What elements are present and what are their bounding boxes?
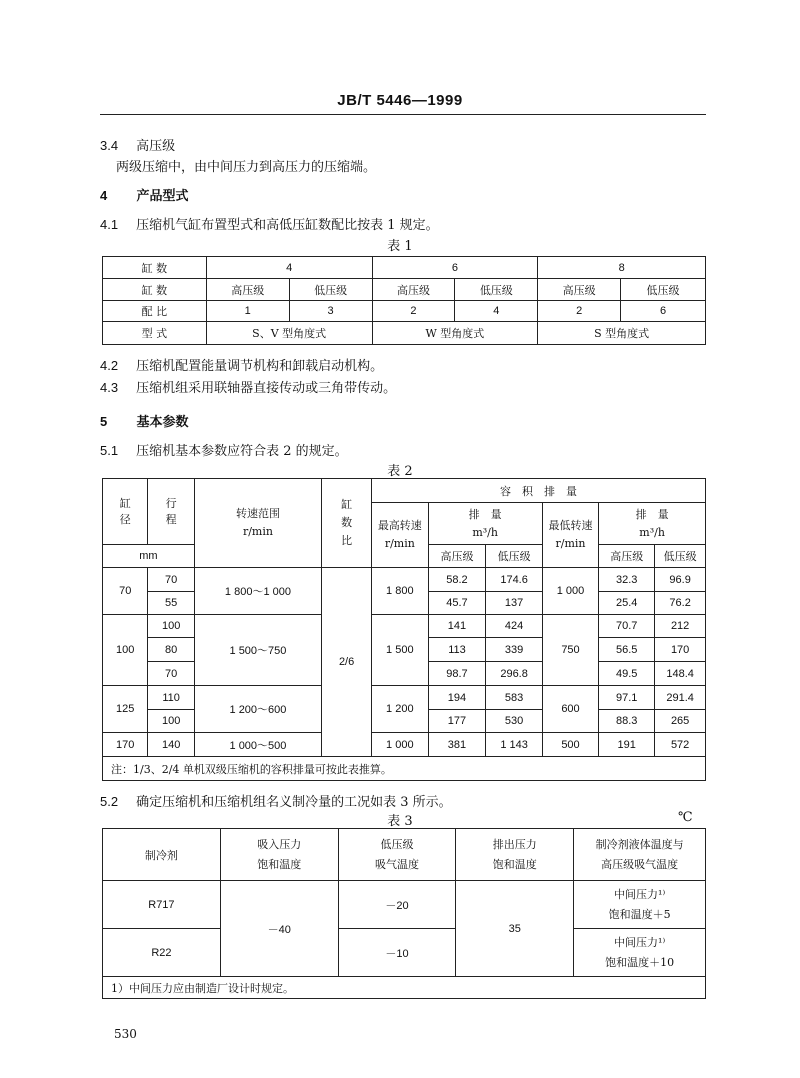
displacement-header: 容 积 排 量 [372, 479, 706, 503]
high-stage-label: 高压级 [538, 279, 621, 301]
min-low-cell: 170 [655, 638, 706, 662]
max-high-cell: 177 [428, 710, 486, 733]
min-speed-label: 最低转速 [548, 519, 593, 532]
section-4-2 [100, 355, 383, 374]
min-low-cell: 76.2 [655, 592, 706, 615]
max-low-cell: 296.8 [486, 662, 542, 686]
min-low-cell: 291.4 [655, 686, 706, 710]
page-number: 530 [114, 1027, 137, 1041]
section-text: 压缩机配置能量调节机构和卸载启动机构。 [136, 359, 384, 374]
max-low-cell: 1 143 [486, 733, 542, 757]
max-speed-header [372, 503, 428, 568]
min-low-cell: 212 [655, 615, 706, 638]
max-low-cell: 530 [486, 710, 542, 733]
table1-caption: 表 1 [387, 239, 413, 254]
ratio-value: 1 [206, 301, 289, 322]
stroke-cell: 100 [148, 615, 194, 638]
table2-note-row [103, 757, 706, 781]
section-number: 3.4 [100, 138, 119, 153]
table3-unit: ℃ [678, 810, 693, 825]
table-row [103, 929, 706, 977]
table-3 [102, 828, 706, 999]
displacement-unit: m³/h [639, 525, 665, 539]
min-high-cell: 70.7 [599, 615, 655, 638]
section-5-2 [100, 791, 452, 810]
refrigerant-cell: R717 [103, 881, 221, 929]
stroke-cell: 55 [148, 592, 194, 615]
stroke-cell: 100 [148, 710, 194, 733]
table1-row-type [103, 322, 706, 345]
section-number: 5.1 [100, 443, 119, 458]
displacement-label: 排 量 [635, 507, 669, 521]
low-stage-cell: －20 [338, 881, 456, 929]
high-stage-label: 高压级 [372, 279, 455, 301]
section-number: 5 [100, 414, 108, 429]
section-text: 压缩机基本参数应符合表 2 的规定。 [136, 444, 348, 459]
max-low-cell: 339 [486, 638, 542, 662]
max-speed-cell: 1 800 [372, 568, 428, 615]
low-stage-label: 低压级 [289, 279, 372, 301]
bore-cell: 170 [103, 733, 148, 757]
cylinders-6: 6 [372, 257, 538, 279]
speed-range-unit: r/min [242, 525, 273, 538]
table-row [103, 881, 706, 929]
suction-header-line-2: 饱和温度 [257, 857, 302, 871]
section-title: 基本参数 [136, 415, 189, 430]
speed-range-cell: 1 000～500 [194, 733, 321, 757]
section-text: 压缩机气缸布置型式和高低压缸数配比按表 1 规定。 [136, 218, 439, 233]
stroke-cell: 110 [148, 686, 194, 710]
speed-range-cell: 1 500～750 [194, 615, 321, 686]
liquid-temp-header [574, 829, 706, 881]
max-speed-label: 最高转速 [377, 519, 422, 532]
low-stage-header [338, 829, 456, 881]
section-4-1 [100, 214, 439, 233]
liquid-temp-header-line-2: 高压级吸气温度 [601, 857, 679, 871]
section-5-heading [100, 411, 189, 430]
section-number: 5.2 [100, 794, 119, 809]
table3-note: 1）中间压力应由制造厂设计时规定。 [103, 977, 706, 999]
min-high-cell: 56.5 [599, 638, 655, 662]
liquid-temp-cell [574, 881, 706, 929]
max-speed-unit: r/min [384, 537, 415, 550]
table1-row-cylinders [103, 257, 706, 279]
displacement-min-header [599, 503, 706, 545]
discharge-header-line-2: 饱和温度 [492, 857, 537, 871]
liquid-temp-line-1: 中间压力¹⁾ [614, 887, 666, 901]
low-stage-header: 低压级 [655, 545, 706, 568]
table-1 [102, 256, 706, 345]
min-high-cell: 88.3 [599, 710, 655, 733]
discharge-header-line-1: 排出压力 [492, 837, 537, 851]
stroke-header: 行 程 [148, 479, 194, 545]
min-high-cell: 191 [599, 733, 655, 757]
liquid-temp-line-1: 中间压力¹⁾ [614, 935, 666, 949]
table2-caption: 表 2 [387, 464, 413, 479]
low-stage-header: 低压级 [486, 545, 542, 568]
max-low-cell: 174.6 [486, 568, 542, 592]
speed-range-cell: 1 200～600 [194, 686, 321, 733]
table1-row-ratios [103, 301, 706, 322]
section-number: 4 [100, 188, 108, 203]
max-high-cell: 381 [428, 733, 486, 757]
table-2 [102, 478, 706, 781]
table1-row-stage-labels [103, 279, 706, 301]
cylinders-label: 缸 数 [103, 257, 207, 279]
section-4-3 [100, 377, 396, 396]
suction-cell: －40 [220, 881, 338, 977]
table3-caption: 表 3 [387, 814, 413, 829]
min-speed-cell: 500 [542, 733, 598, 757]
max-speed-cell: 1 000 [372, 733, 428, 757]
min-speed-unit: r/min [555, 537, 586, 550]
displacement-unit: m³/h [472, 525, 498, 539]
ratio-label-1: 缸 数 [103, 279, 207, 301]
ratio-value: 2 [372, 301, 455, 322]
min-high-cell: 49.5 [599, 662, 655, 686]
cylinder-ratio-header: 缸 数 比 [322, 479, 372, 568]
section-title: 高压级 [136, 139, 176, 154]
liquid-temp-cell [574, 929, 706, 977]
max-low-cell: 137 [486, 592, 542, 615]
liquid-temp-line-2: 饱和温度＋5 [608, 907, 671, 921]
table3-note-row [103, 977, 706, 999]
high-stage-header: 高压级 [428, 545, 486, 568]
low-stage-header-line-1: 低压级 [380, 837, 414, 851]
ratio-value: 2 [538, 301, 621, 322]
ratio-value: 6 [621, 301, 706, 322]
stroke-cell: 140 [148, 733, 194, 757]
refrigerant-header: 制冷剂 [103, 829, 221, 881]
min-speed-cell: 1 000 [542, 568, 598, 615]
liquid-temp-line-2: 饱和温度＋10 [605, 955, 675, 969]
low-stage-label: 低压级 [621, 279, 706, 301]
min-speed-cell: 750 [542, 615, 598, 686]
min-speed-cell: 600 [542, 686, 598, 733]
min-high-cell: 32.3 [599, 568, 655, 592]
cylinders-8: 8 [538, 257, 706, 279]
type-value: W 型角度式 [372, 322, 538, 345]
min-low-cell: 265 [655, 710, 706, 733]
max-speed-cell: 1 200 [372, 686, 428, 733]
section-number: 4.1 [100, 217, 119, 232]
min-high-cell: 97.1 [599, 686, 655, 710]
low-stage-cell: －10 [338, 929, 456, 977]
displacement-label: 排 量 [468, 507, 502, 521]
section-3-4-body: 两级压缩中，由中间压力到高压力的压缩端。 [116, 160, 377, 175]
min-low-cell: 96.9 [655, 568, 706, 592]
section-3-4-heading [100, 135, 175, 154]
section-number: 4.2 [100, 358, 119, 373]
type-label: 型 式 [103, 322, 207, 345]
max-high-cell: 194 [428, 686, 486, 710]
max-high-cell: 45.7 [428, 592, 486, 615]
speed-range-cell: 1 800～1 000 [194, 568, 321, 615]
table2-header-row-1 [103, 479, 706, 503]
table3-header-row [103, 829, 706, 881]
type-value: S 型角度式 [538, 322, 706, 345]
cylinder-ratio-cell: 2/6 [322, 568, 372, 757]
discharge-header [456, 829, 574, 881]
max-low-cell: 583 [486, 686, 542, 710]
header-rule [100, 114, 706, 115]
discharge-cell: 35 [456, 881, 574, 977]
mm-unit-header: mm [103, 545, 195, 568]
type-value: S、V 型角度式 [206, 322, 372, 345]
max-low-cell: 424 [486, 615, 542, 638]
section-number: 4.3 [100, 380, 119, 395]
bore-cell: 100 [103, 615, 148, 686]
bore-cell: 70 [103, 568, 148, 615]
section-title: 产品型式 [136, 189, 189, 204]
suction-header-line-1: 吸入压力 [257, 837, 302, 851]
document-header: JB/T 5446—1999 [337, 92, 463, 109]
max-high-cell: 58.2 [428, 568, 486, 592]
suction-header [220, 829, 338, 881]
section-5-1 [100, 440, 348, 459]
high-stage-label: 高压级 [206, 279, 289, 301]
ratio-value: 4 [455, 301, 538, 322]
table2-note: 注：1/3、2/4 单机双级压缩机的容积排量可按此表推算。 [103, 757, 706, 781]
stroke-cell: 70 [148, 662, 194, 686]
low-stage-header-line-2: 吸气温度 [375, 857, 419, 871]
min-low-cell: 148.4 [655, 662, 706, 686]
section-text: 压缩机组采用联轴器直接传动或三角带传动。 [136, 381, 397, 396]
speed-range-label: 转速范围 [235, 507, 280, 520]
max-speed-cell: 1 500 [372, 615, 428, 686]
max-high-cell: 113 [428, 638, 486, 662]
displacement-max-header [428, 503, 542, 545]
ratio-label-2: 配 比 [103, 301, 207, 322]
high-stage-header: 高压级 [599, 545, 655, 568]
max-high-cell: 98.7 [428, 662, 486, 686]
stroke-cell: 80 [148, 638, 194, 662]
table-row [103, 733, 706, 757]
cylinders-4: 4 [206, 257, 372, 279]
stroke-cell: 70 [148, 568, 194, 592]
min-high-cell: 25.4 [599, 592, 655, 615]
max-high-cell: 141 [428, 615, 486, 638]
min-low-cell: 572 [655, 733, 706, 757]
bore-cell: 125 [103, 686, 148, 733]
liquid-temp-header-line-1: 制冷剂液体温度与 [595, 837, 684, 851]
section-text: 确定压缩机和压缩机组名义制冷量的工况如表 3 所示。 [136, 795, 452, 810]
table-row [103, 615, 706, 638]
table-row [103, 568, 706, 592]
table-row [103, 686, 706, 710]
section-4-heading [100, 185, 189, 204]
ratio-value: 3 [289, 301, 372, 322]
low-stage-label: 低压级 [455, 279, 538, 301]
refrigerant-cell: R22 [103, 929, 221, 977]
speed-range-header [194, 479, 321, 568]
min-speed-header [542, 503, 598, 568]
bore-header: 缸 径 [103, 479, 148, 545]
